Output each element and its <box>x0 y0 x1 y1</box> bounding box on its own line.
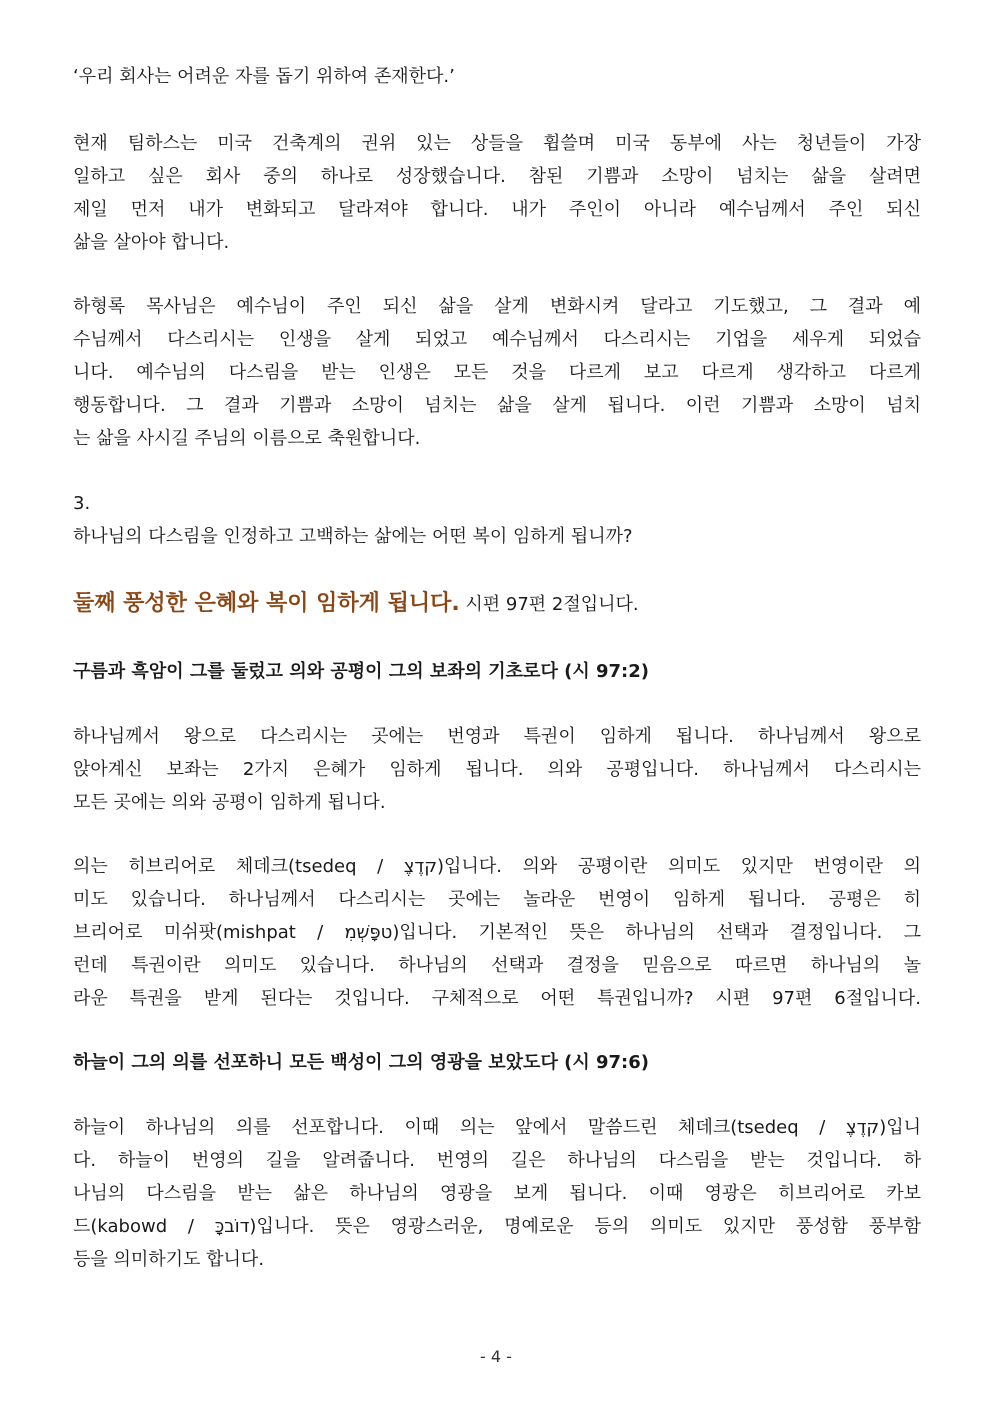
heading-line <box>73 584 921 624</box>
paragraph-line: 등을 의미하기도 합니다. <box>73 1249 265 1270</box>
heading-highlight: 둘째 풍성한 은혜와 복이 임하게 됩니다. <box>73 591 460 616</box>
paragraph-3 <box>73 720 921 819</box>
paragraph-line: 드(kabowd / דוֹבכָּ)입니다. 뜻은 영광스러운, 명예로운 등의 의미도 있지만 풍성함 풍부함 <box>73 1216 921 1237</box>
paragraph-line: 는 삶을 사시길 주님의 이름으로 축원합니다. <box>73 428 421 449</box>
paragraph-line: 하형록 목사님은 예수님이 주인 되신 삶을 살게 변화시켜 달라고 기도했고, 그 결과 예 <box>73 296 921 317</box>
paragraph-line: 앉아계신 보좌는 2가지 은혜가 임하게 됩니다. 의와 공평입니다. 하나님께서 다스리시는 <box>73 759 921 780</box>
paragraph-line: 니다. 예수님의 다스림을 받는 인생은 모든 것을 다르게 보고 다르게 생각하고 다르게 <box>73 362 921 383</box>
verse-2 <box>73 1046 921 1079</box>
paragraph-line: 하늘이 하나님의 의를 선포합니다. 이때 의는 앞에서 말씀드린 체데크(tsedeq / קדֶצֶ)입니 <box>73 1117 921 1138</box>
paragraph-line: 다. 하늘이 번영의 길을 알려줍니다. 번영의 길은 하나님의 다스림을 받는 것입니다. 하 <box>73 1150 921 1171</box>
section-heading <box>73 584 921 624</box>
paragraph-line: 일하고 싶은 회사 중의 하나로 성장했습니다. 참된 기쁨과 소망이 넘치는 삶을 살려면 <box>73 166 921 187</box>
paragraph-line: 의는 히브리어로 체데크(tsedeq / קדֶצֶ)입니다. 의와 공평이란 의미도 있지만 번영이란 의 <box>73 856 921 877</box>
verse-1 <box>73 655 921 688</box>
page-number: - 4 - <box>480 1347 512 1366</box>
paragraph-line: 라운 특권을 받게 된다는 것입니다. 구체적으로 어떤 특권입니까? 시편 97편 6절입니다. <box>73 988 921 1009</box>
quote-block <box>73 60 921 93</box>
paragraph-line: 현재 팀하스는 미국 건축계의 권위 있는 상들을 휩쓸며 미국 동부에 사는 청년들이 가장 <box>73 133 921 154</box>
paragraph-2 <box>73 290 921 455</box>
paragraph-line: 삶을 살아야 합니다. <box>73 232 230 253</box>
bible-verse: 하늘이 그의 의를 선포하니 모든 백성이 그의 영광을 보았도다 (시 97:6) <box>73 1052 649 1073</box>
section-question: 하나님의 다스림을 인정하고 고백하는 삶에는 어떤 복이 임하게 됩니까? <box>73 526 633 547</box>
paragraph-line: 행동합니다. 그 결과 기쁨과 소망이 넘치는 삶을 살게 됩니다. 이런 기쁨과 소망이 넘치 <box>73 395 921 416</box>
paragraph-line: 제일 먼저 내가 변화되고 달라져야 합니다. 내가 주인이 아니라 예수님께서 주인 되신 <box>73 199 921 220</box>
section-number: 3. <box>73 493 91 514</box>
paragraph-line: 브리어로 미쉬팟(mishpat / טפָּשְׁמִ)입니다. 기본적인 뜻은 하나님의 선택과 결정입니다. 그 <box>73 922 921 943</box>
section-3 <box>73 487 921 553</box>
paragraph-5 <box>73 1111 921 1276</box>
quote-line: ‘우리 회사는 어려운 자를 돕기 위하여 존재한다.’ <box>73 66 455 87</box>
paragraph-line: 미도 있습니다. 하나님께서 다스리시는 곳에는 놀라운 번영이 임하게 됩니다. 공평은 히 <box>73 889 921 910</box>
bible-verse: 구름과 흑암이 그를 둘렀고 의와 공평이 그의 보좌의 기초로다 (시 97:2) <box>73 661 649 682</box>
paragraph-line: 하나님께서 왕으로 다스리시는 곳에는 번영과 특권이 임하게 됩니다. 하나님께서 왕으로 <box>73 726 921 747</box>
paragraph-line: 수님께서 다스리시는 인생을 살게 되었고 예수님께서 다스리시는 기업을 세우게 되었습 <box>73 329 921 350</box>
paragraph-4 <box>73 850 921 1015</box>
paragraph-line: 모든 곳에는 의와 공평이 임하게 됩니다. <box>73 792 386 813</box>
paragraph-1 <box>73 127 921 259</box>
heading-reference: 시편 97편 2절입니다. <box>459 594 639 615</box>
paragraph-line: 나님의 다스림을 받는 삶은 하나님의 영광을 보게 됩니다. 이때 영광은 히브리어로 카보 <box>73 1183 921 1204</box>
paragraph-line: 런데 특권이란 의미도 있습니다. 하나님의 선택과 결정을 믿음으로 따르면 하나님의 놀 <box>73 955 921 976</box>
